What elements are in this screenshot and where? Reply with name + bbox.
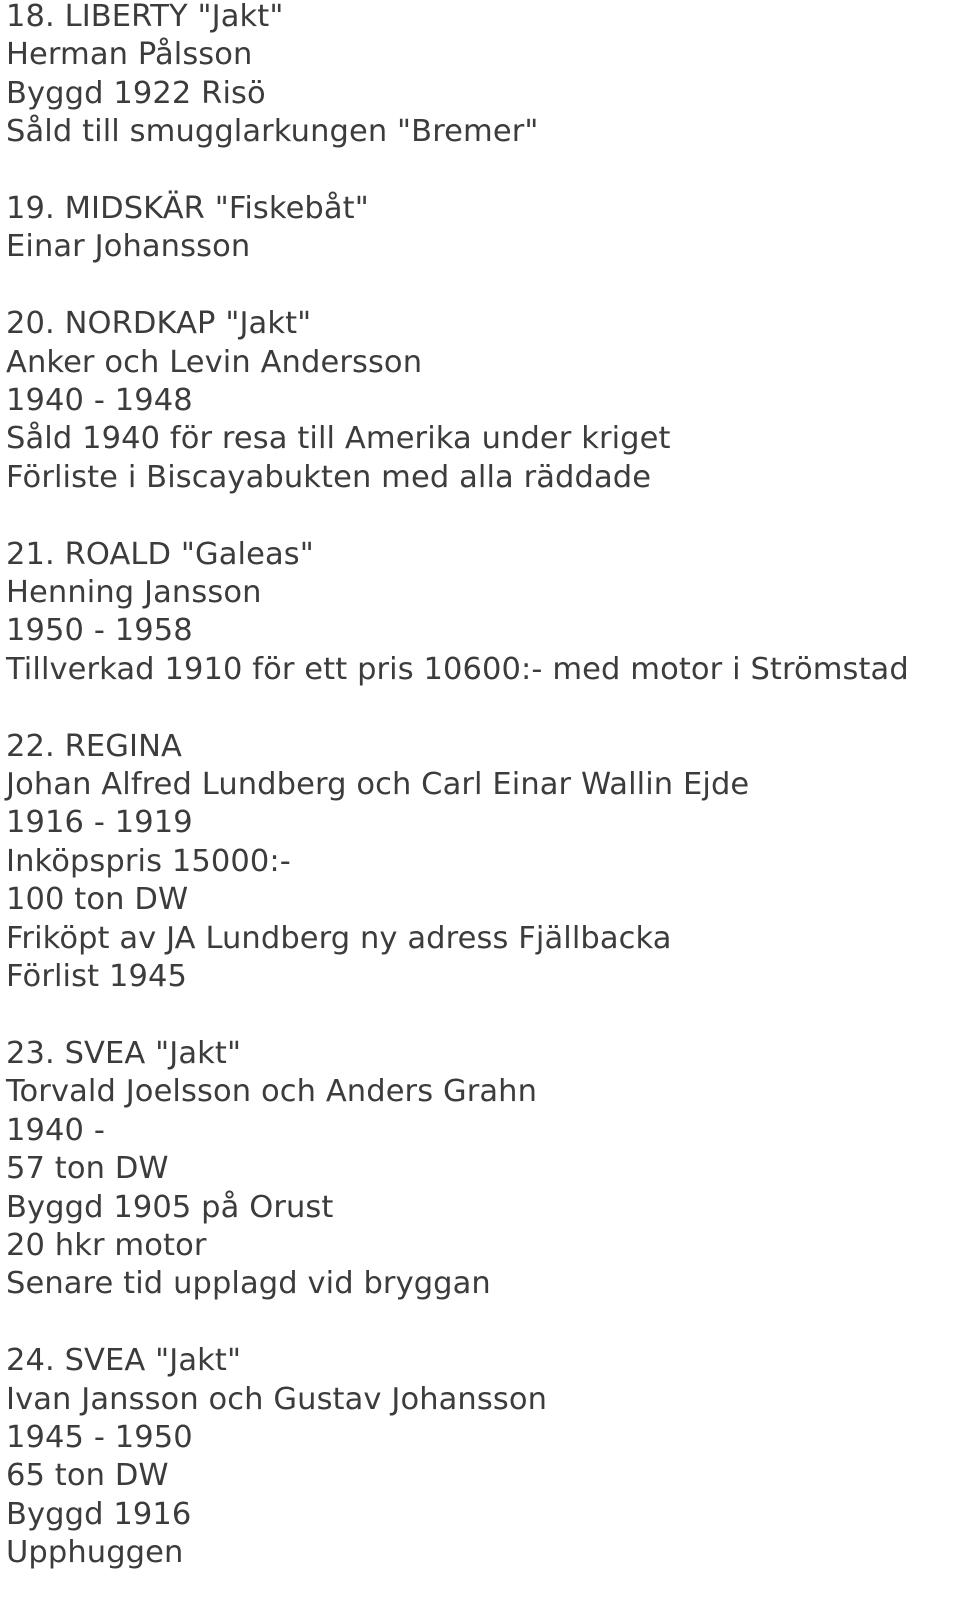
entry-heading: 23. SVEA "Jakt"	[6, 1035, 242, 1071]
entry-line: 57 ton DW	[6, 1151, 169, 1187]
entry-line: Anker och Levin Andersson	[6, 344, 423, 380]
entry-20	[6, 305, 956, 497]
entry-heading: 18. LIBERTY "Jakt"	[6, 0, 284, 34]
entry-heading: 19. MIDSKÄR "Fiskebåt"	[6, 191, 369, 227]
entry-line: Förlist 1945	[6, 959, 187, 995]
entry-line: Henning Jansson	[6, 575, 262, 611]
entry-heading: 24. SVEA "Jakt"	[6, 1343, 242, 1379]
entry-line: Einar Johansson	[6, 229, 251, 265]
entry-21	[6, 536, 956, 690]
entry-line: 100 ton DW	[6, 882, 189, 918]
entry-line: Upphuggen	[6, 1535, 184, 1571]
entry-line: 1940 -	[6, 1112, 105, 1148]
entry-23	[6, 1035, 956, 1304]
entry-line: Friköpt av JA Lundberg ny adress Fjällbacka	[6, 920, 672, 956]
entry-line: Förliste i Biscayabukten med alla räddade	[6, 459, 652, 495]
entry-line: Såld 1940 för resa till Amerika under kriget	[6, 421, 671, 457]
entry-24	[6, 1342, 956, 1572]
entry-line: 1916 - 1919	[6, 805, 193, 841]
entry-line: Byggd 1905 på Orust	[6, 1189, 334, 1225]
entry-line: 1940 - 1948	[6, 383, 193, 419]
entry-line: Johan Alfred Lundberg och Carl Einar Wallin Ejde	[6, 767, 750, 803]
document-body	[6, 0, 956, 1611]
entry-line: Herman Pålsson	[6, 37, 253, 73]
entry-line: Ivan Jansson och Gustav Johansson	[6, 1381, 548, 1417]
entry-19	[6, 190, 956, 267]
entry-line: 20 hkr motor	[6, 1227, 207, 1263]
entry-line: Byggd 1922 Risö	[6, 75, 266, 111]
entry-heading: 22. REGINA	[6, 728, 182, 764]
entry-heading: 20. NORDKAP "Jakt"	[6, 306, 312, 342]
entry-line: Tillverkad 1910 för ett pris 10600:- med motor i Strömstad	[6, 651, 909, 687]
entry-heading: 21. ROALD "Galeas"	[6, 536, 314, 572]
entry-line: Byggd 1916	[6, 1496, 192, 1532]
entry-22	[6, 728, 956, 997]
entry-line: Senare tid upplagd vid bryggan	[6, 1266, 491, 1302]
entry-line: 1950 - 1958	[6, 613, 193, 649]
entry-line: 1945 - 1950	[6, 1419, 193, 1455]
entry-line: Torvald Joelsson och Anders Grahn	[6, 1074, 538, 1110]
entry-line: Inköpspris 15000:-	[6, 843, 291, 879]
entry-18	[6, 0, 956, 152]
entry-line: 65 ton DW	[6, 1458, 169, 1494]
entry-line: Såld till smugglarkungen "Bremer"	[6, 114, 539, 150]
